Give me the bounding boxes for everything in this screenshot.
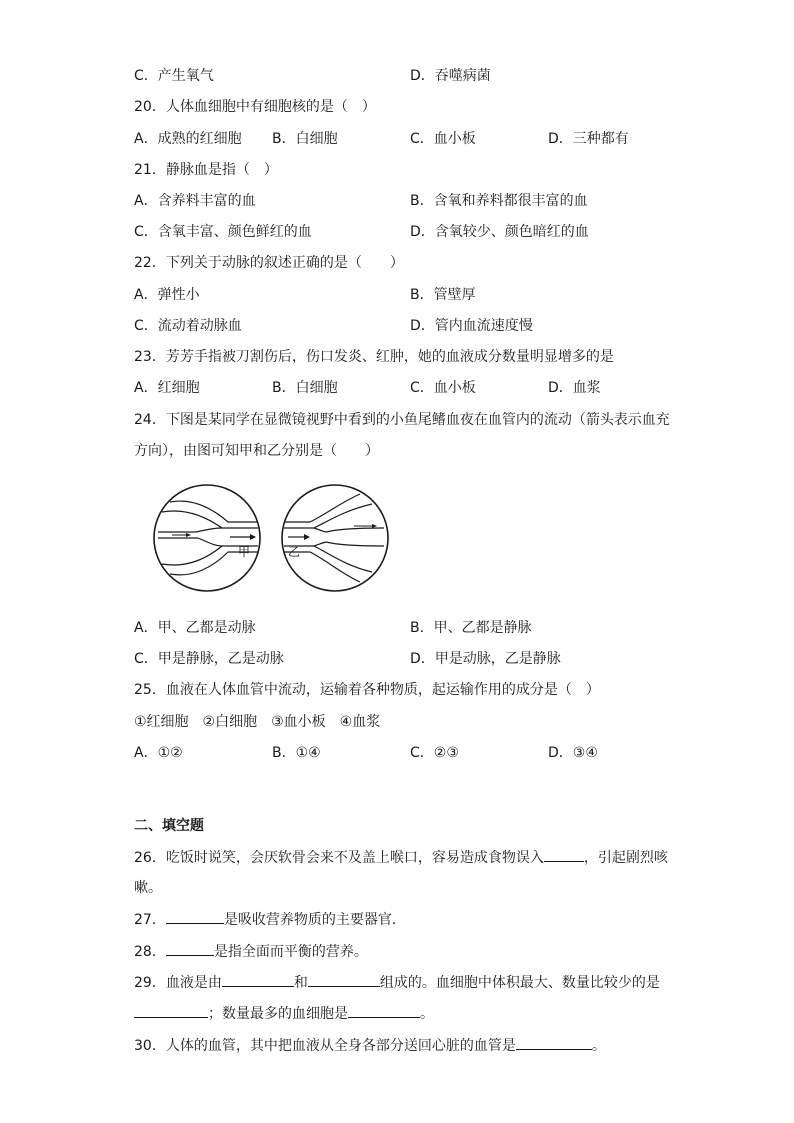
blood-vessel-figure <box>150 480 395 600</box>
q28 <box>134 941 368 962</box>
field-of-view-right <box>282 485 388 591</box>
q21-option-b: B．含氧和养料都很丰富的血 <box>410 193 588 209</box>
q22-option-b: B．管壁厚 <box>410 287 476 303</box>
q29-text-4: ；数量最多的血细胞是 <box>208 1006 348 1022</box>
q29-blank-4[interactable] <box>348 1003 420 1018</box>
q23-option-c: C．血小板 <box>410 380 476 396</box>
q29-text-3: 组成的。血细胞中体积最大、数量比较少的是 <box>379 975 660 991</box>
q23-option-b: B．白细胞 <box>272 380 338 396</box>
q26-line1 <box>134 847 668 868</box>
q30 <box>134 1035 606 1056</box>
q24-option-c: C．甲是静脉，乙是动脉 <box>134 651 284 667</box>
q25-option-b: B．①④ <box>272 745 321 761</box>
q20-option-a: A．成熟的红细胞 <box>134 131 242 147</box>
q23-option-a: A．红细胞 <box>134 380 200 396</box>
q27 <box>134 909 406 930</box>
q19-option-d: D．吞噬病菌 <box>410 68 491 84</box>
q21-stem: 21．静脉血是指（ ） <box>134 162 278 178</box>
q25-stem: 25．血液在人体血管中流动，运输着各种物质，起运输作用的成分是（ ） <box>134 682 600 698</box>
q28-text: 是指全面而平衡的营养。 <box>213 944 368 960</box>
q25-option-d: D．③④ <box>548 745 598 761</box>
q29-line1 <box>134 972 660 993</box>
q20-option-b: B．白细胞 <box>272 131 338 147</box>
q25-items: ①红细胞 ②白细胞 ③血小板 ④血浆 <box>134 714 381 730</box>
q29-line2 <box>134 1003 434 1024</box>
q24-option-d: D．甲是动脉，乙是静脉 <box>410 651 561 667</box>
q30-text-2: 。 <box>591 1038 606 1054</box>
q23-stem: 23．芳芳手指被刀割伤后，伤口发炎、红肿，她的血液成分数量明显增多的是 <box>134 349 614 365</box>
q24-stem-line1: 24．下图是某同学在显微镜视野中看到的小鱼尾鳍血夜在血管内的流动（箭头表示血充 <box>134 412 670 428</box>
q25-option-c: C．②③ <box>410 745 459 761</box>
q28-number: 28． <box>134 944 166 960</box>
q29-text-5: 。 <box>420 1006 434 1022</box>
q26-text-2: ，引起剧烈咳 <box>583 850 668 866</box>
q22-option-d: D．管内血流速度慢 <box>410 318 533 334</box>
q23-option-d: D．血浆 <box>548 380 601 396</box>
q27-blank[interactable] <box>166 909 224 924</box>
field-of-view-left <box>154 485 260 591</box>
q21-option-d: D．含氧较少、颜色暗红的血 <box>410 224 589 240</box>
q26-line2: 嗽。 <box>134 880 162 896</box>
q29-blank-1[interactable] <box>222 972 294 987</box>
q24-option-a: A．甲、乙都是动脉 <box>134 620 256 636</box>
q27-number: 27． <box>134 912 166 928</box>
q27-text: 是吸收营养物质的主要器官． <box>223 912 406 928</box>
q29-blank-3[interactable] <box>134 1003 208 1018</box>
label-yi: 乙 <box>288 545 301 559</box>
section-title: 二、填空题 <box>134 818 204 834</box>
q29-blank-2[interactable] <box>308 972 380 987</box>
q20-stem: 20．人体血细胞中有细胞核的是（ ） <box>134 99 376 115</box>
q24-stem-line2: 方向），由图可知甲和乙分别是（ ） <box>134 443 379 459</box>
q29-text-1: 29．血液是由 <box>134 975 222 991</box>
q29-text-2: 和 <box>293 975 308 991</box>
q22-option-c: C．流动着动脉血 <box>134 318 242 334</box>
q25-option-a: A．①② <box>134 745 183 761</box>
q20-option-c: C．血小板 <box>410 131 476 147</box>
q21-option-c: C．含氧丰富、颜色鲜红的血 <box>134 224 312 240</box>
q30-blank[interactable] <box>516 1035 592 1050</box>
q26-blank[interactable] <box>544 847 584 862</box>
label-jia: 甲 <box>238 545 251 559</box>
q21-option-a: A．含养料丰富的血 <box>134 193 256 209</box>
q19-option-c: C．产生氧气 <box>134 68 214 84</box>
q26-text-1: 26．吃饭时说笑，会厌软骨会来不及盖上喉口，容易造成食物误入 <box>134 850 544 866</box>
q22-stem: 22．下列关于动脉的叙述正确的是（ ） <box>134 255 404 271</box>
q30-text-1: 30．人体的血管，其中把血液从全身各部分送回心脏的血管是 <box>134 1038 516 1054</box>
q20-option-d: D．三种都有 <box>548 131 629 147</box>
q24-option-b: B．甲、乙都是静脉 <box>410 620 532 636</box>
q22-option-a: A．弹性小 <box>134 287 200 303</box>
q28-blank[interactable] <box>166 941 214 956</box>
